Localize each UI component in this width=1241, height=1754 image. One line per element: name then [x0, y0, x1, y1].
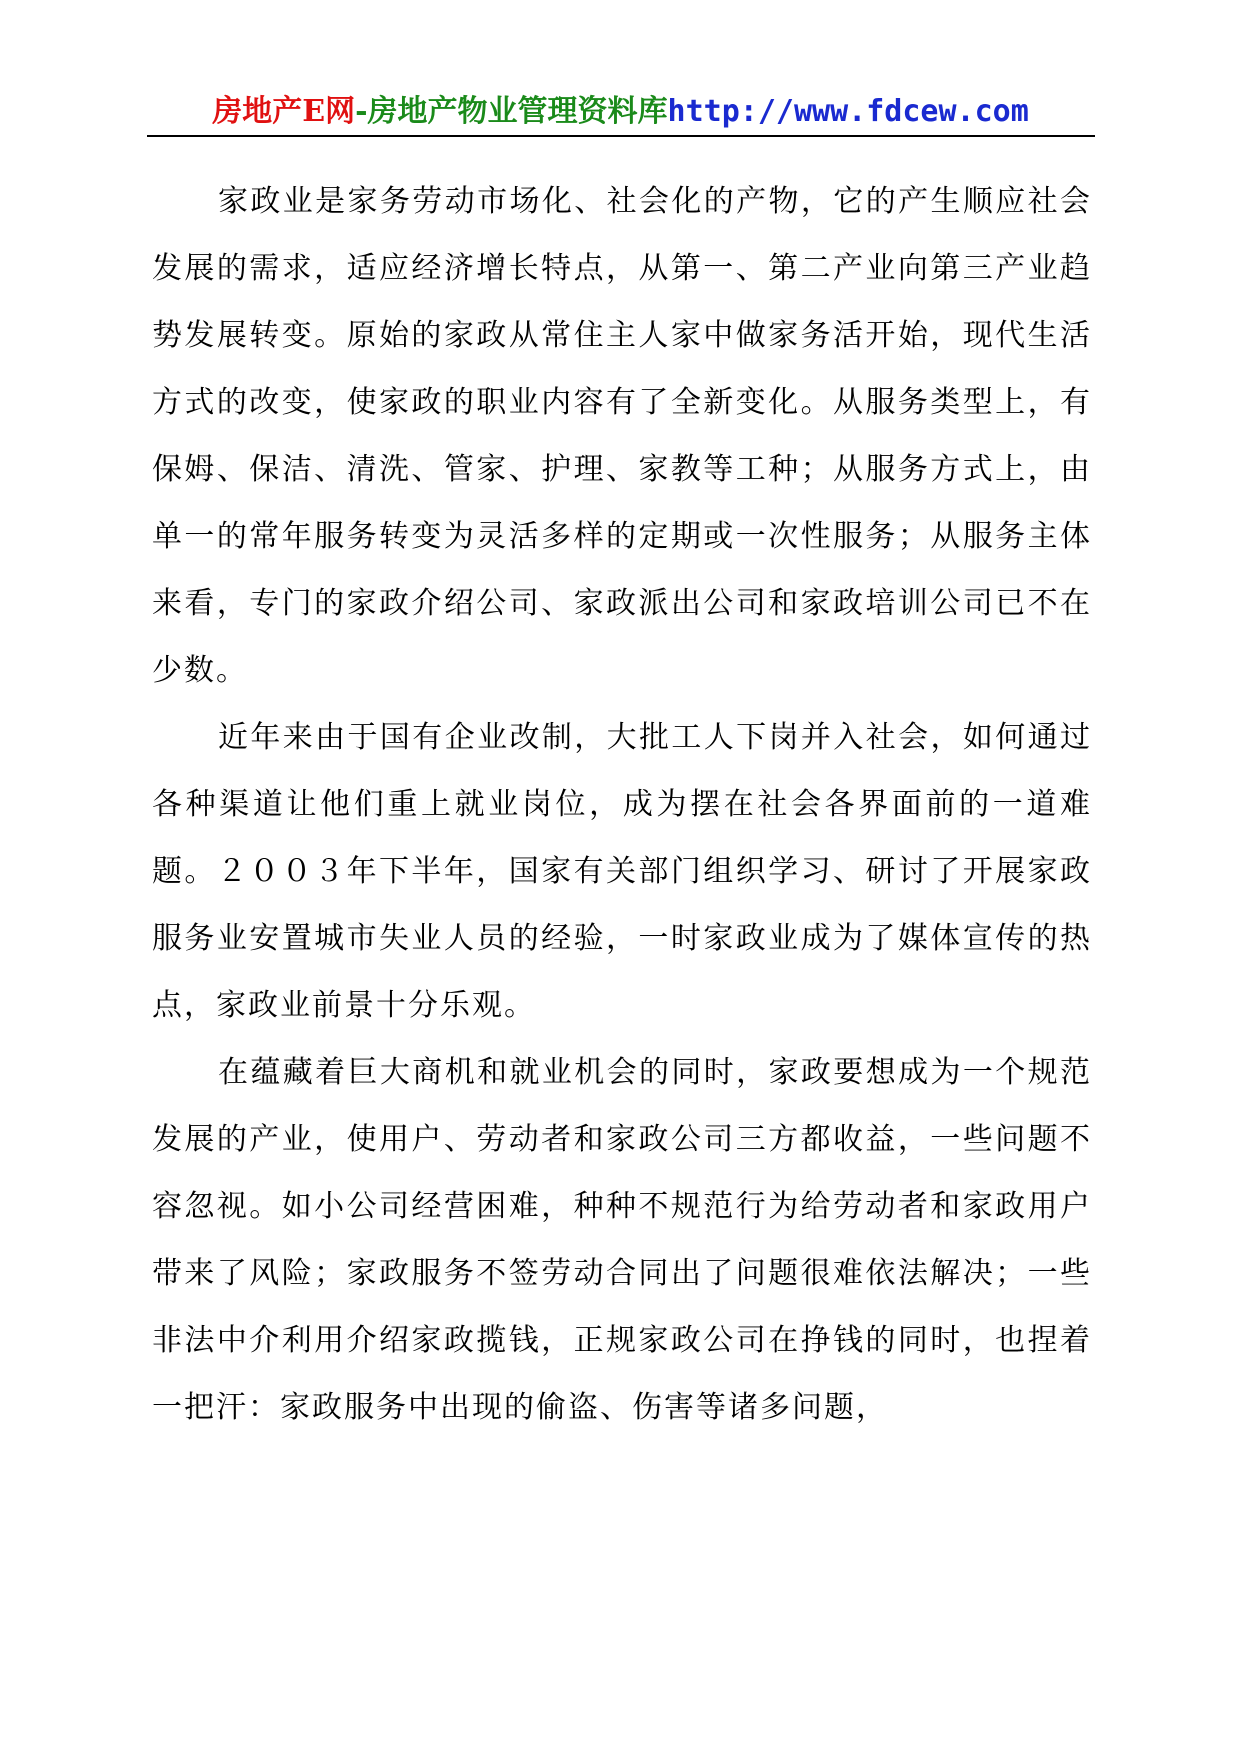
- header-divider: [147, 135, 1095, 137]
- paragraph: 在蕴藏着巨大商机和就业机会的同时，家政要想成为一个规范发展的产业，使用户、劳动者和家政公司三方都收益，一些问题不容忽视。如小公司经营困难，种种不规范行为给劳动者和家政用户带来了风险；家政服务不签劳动合同出了问题很难依法解决；一些非法中介利用介绍家政揽钱，正规家政公司在挣钱的同时，也捏着一把汗：家政服务中出现的偷盗、伤害等诸多问题，: [152, 1055, 1092, 1425]
- paragraph: 家政业是家务劳动市场化、社会化的产物，它的产生顺应社会发展的需求，适应经济增长特点，从第一、第二产业向第三产业趋势发展转变。原始的家政从常住主人家中做家务活开始，现代生活方式的改变，使家政的职业内容有了全新变化。从服务类型上，有保姆、保洁、清洗、管家、护理、家教等工种；从服务方式上，由单一的常年服务转变为灵活多样的定期或一次性服务；从服务主体来看，专门的家政介绍公司、家政派出公司和家政培训公司已不在少数。: [152, 184, 1092, 688]
- header-library-name: -房地产物业管理资料库: [355, 94, 668, 129]
- header-site-name: 房地产E网: [212, 94, 356, 129]
- document-body: [152, 168, 1092, 1441]
- paragraph: 近年来由于国有企业改制，大批工人下岗并入社会，如何通过各种渠道让他们重上就业岗位，成为摆在社会各界面前的一道难题。２００３年下半年，国家有关部门组织学习、研讨了开展家政服务业安置城市失业人员的经验，一时家政业成为了媒体宣传的热点，家政业前景十分乐观。: [152, 720, 1092, 1023]
- page-header: [0, 92, 1241, 132]
- header-url-link[interactable]: http://www.fdcew.com: [667, 94, 1029, 129]
